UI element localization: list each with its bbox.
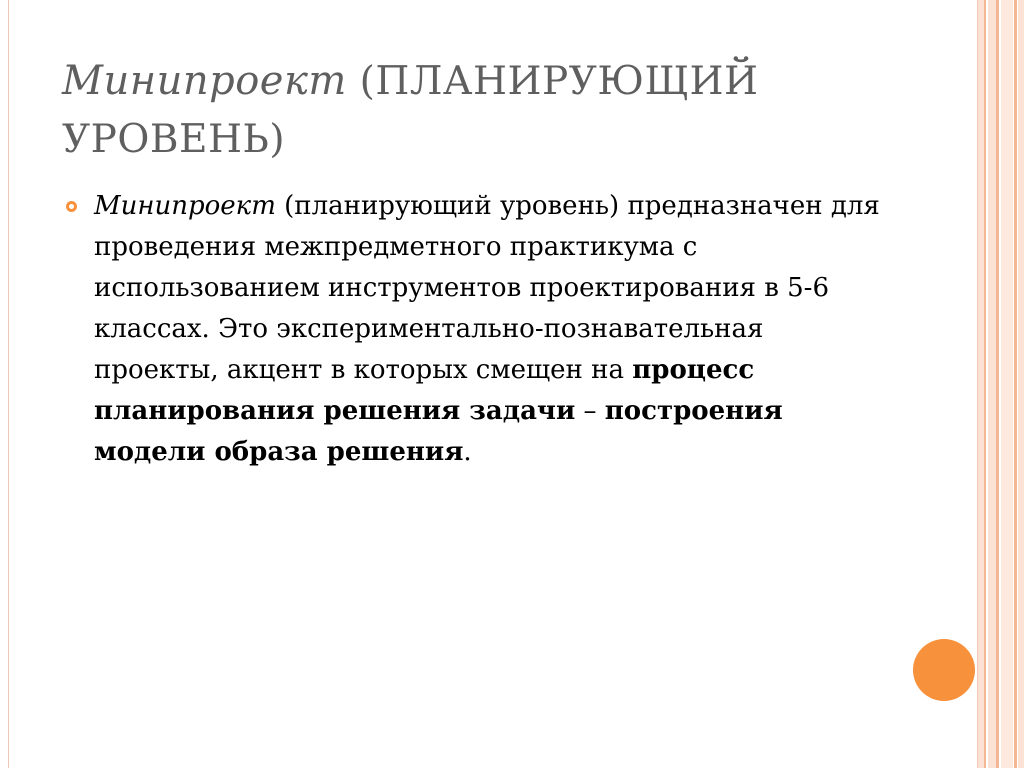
paragraph-ending: . [463, 437, 472, 467]
decorative-stripes [978, 0, 1024, 768]
paragraph-bold-1: процесс планирования решения задачи [94, 355, 755, 426]
slide-body-paragraph [94, 186, 894, 473]
paragraph-text: (планирующий уровень) предназначен для проведения межпредметного практикума с использованием инструментов проектирования в 5-6 классах. Это экспериментально-познавательная проекты, акцент в которых смещен на [94, 191, 880, 385]
paragraph-bold-2: построения модели образа решения [94, 396, 783, 467]
slide-title [62, 52, 922, 169]
paragraph-dash: – [575, 396, 605, 426]
slide-title-rest: (ПЛАНИРУЮЩИЙ УРОВЕНЬ) [62, 59, 759, 162]
orange-circle-decoration [913, 639, 975, 701]
bullet-icon [66, 201, 77, 212]
paragraph-italic: Минипроект [94, 191, 276, 221]
slide-title-italic: Минипроект [62, 58, 347, 104]
